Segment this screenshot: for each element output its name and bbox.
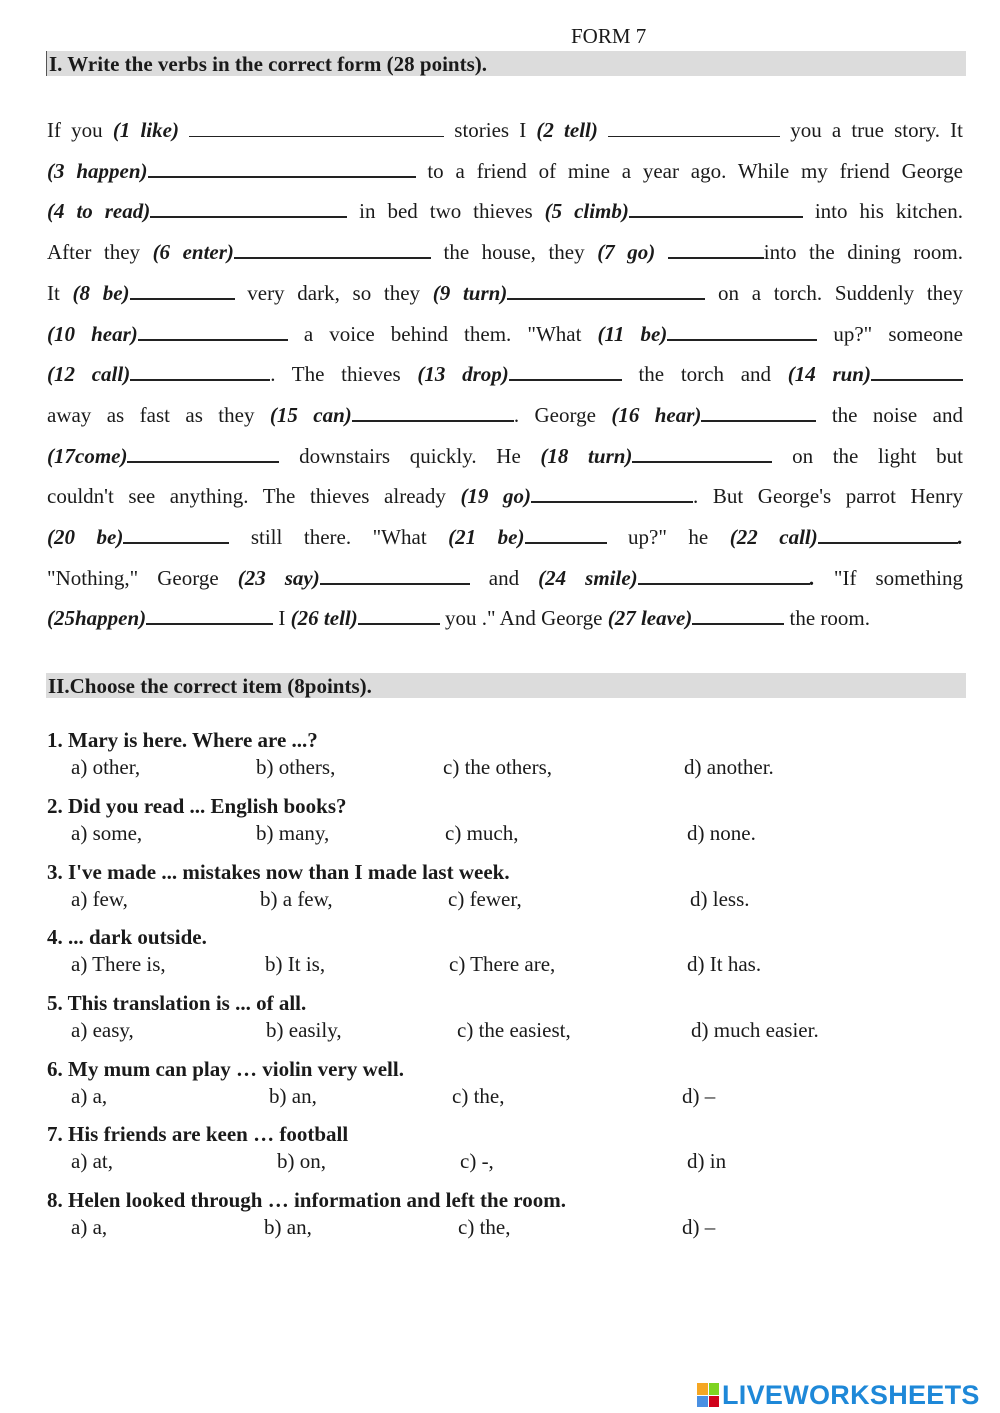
- question-7: [47, 1122, 947, 1178]
- paragraph-text: on the light but: [772, 443, 963, 468]
- answer-blank-17[interactable]: [127, 443, 279, 463]
- verb-cue: (15 can): [269, 402, 352, 427]
- verb-cue: (23 say): [237, 565, 320, 590]
- option-d[interactable]: d) It has.: [687, 952, 762, 976]
- answer-blank-13[interactable]: [509, 361, 622, 381]
- answer-blank-12[interactable]: [130, 361, 270, 381]
- option-a[interactable]: a) a,: [71, 1215, 108, 1239]
- answer-blank-8[interactable]: [130, 280, 235, 300]
- paragraph-text: you ." And George: [439, 606, 608, 631]
- paragraph-line: [47, 273, 963, 314]
- paragraph-text: stories I: [444, 118, 537, 142]
- answer-blank-15[interactable]: [352, 402, 514, 422]
- question-1: [47, 728, 947, 784]
- paragraph-text: on a torch. Suddenly they: [705, 280, 964, 305]
- answer-blank-16[interactable]: [701, 402, 816, 422]
- verb-cue: (26 tell): [290, 606, 358, 631]
- option-a[interactable]: a) few,: [71, 887, 128, 911]
- option-c[interactable]: c) the,: [452, 1084, 505, 1108]
- paragraph-text: to a friend of mine a year ago. While my friend George: [415, 158, 963, 183]
- answer-blank-14[interactable]: [871, 361, 963, 381]
- paragraph-text: the torch and: [621, 362, 788, 387]
- question-text: 4. ... dark outside.: [47, 925, 207, 949]
- paragraph-line: [47, 110, 963, 151]
- option-b[interactable]: b) easily,: [266, 1018, 342, 1042]
- answer-blank-20[interactable]: [123, 524, 229, 544]
- question-text: 2. Did you read ... English books?: [47, 794, 347, 818]
- question-2: [47, 794, 947, 850]
- paragraph-text: . George: [513, 402, 612, 427]
- verb-cue: (2 tell): [536, 118, 598, 142]
- option-a[interactable]: a) some,: [71, 821, 143, 845]
- verb-cue: (7 go): [597, 240, 656, 265]
- option-d[interactable]: d) in: [687, 1149, 727, 1173]
- option-a[interactable]: a) easy,: [71, 1018, 134, 1042]
- verb-cue: (10 hear): [47, 321, 138, 346]
- verb-cue: (14 run): [787, 362, 871, 387]
- gap-fill-paragraph: [47, 110, 963, 639]
- logo-icon: [697, 1383, 719, 1407]
- verb-cue: (25happen): [47, 606, 147, 631]
- answer-blank-21[interactable]: [525, 524, 607, 544]
- option-c[interactable]: c) fewer,: [448, 887, 522, 911]
- verb-cue: (4 to read): [47, 199, 151, 224]
- question-text: 6. My mum can play … violin very well.: [47, 1057, 404, 1081]
- paragraph-text: the house, they: [430, 240, 598, 265]
- verb-cue: (20 be): [47, 525, 124, 550]
- answer-blank-2[interactable]: [608, 118, 780, 137]
- paragraph-text: I: [273, 606, 291, 631]
- paragraph-text: . The thieves: [270, 362, 418, 387]
- answer-blank-22[interactable]: [818, 524, 958, 544]
- verb-cue: .: [809, 565, 834, 590]
- question-text: 5. This translation is ... of all.: [47, 991, 307, 1015]
- option-d[interactable]: d) –: [682, 1215, 716, 1239]
- option-c[interactable]: c) There are,: [449, 952, 556, 976]
- verb-cue: (16 hear): [611, 402, 702, 427]
- answer-blank-3[interactable]: [148, 158, 416, 178]
- verb-cue: (17come): [47, 443, 128, 468]
- option-d[interactable]: d) –: [682, 1084, 716, 1108]
- option-c[interactable]: c) the easiest,: [457, 1018, 571, 1042]
- question-text: 3. I've made ... mistakes now than I made last week.: [47, 860, 510, 884]
- paragraph-text: into his kitchen.: [802, 199, 963, 224]
- paragraph-line: [47, 151, 963, 192]
- verb-cue: (3 happen): [47, 158, 148, 183]
- paragraph-text: [655, 240, 668, 264]
- logo-square: [709, 1396, 720, 1408]
- answer-blank-1[interactable]: [189, 118, 444, 137]
- paragraph-text: you a true story. It: [780, 118, 963, 142]
- verb-cue: (21 be): [448, 525, 525, 550]
- paragraph-text: couldn't see anything. The thieves already: [47, 484, 461, 509]
- liveworksheets-logo[interactable]: [697, 1378, 980, 1412]
- option-c[interactable]: c) the others,: [443, 755, 553, 779]
- logo-square: [697, 1383, 708, 1395]
- option-d[interactable]: d) another.: [684, 755, 774, 779]
- section-2-number: II.: [48, 674, 70, 698]
- answer-blank-24[interactable]: [638, 565, 810, 585]
- paragraph-line: [47, 191, 963, 232]
- paragraph-text: After they: [47, 240, 153, 265]
- question-4: [47, 925, 947, 981]
- paragraph-text: and: [469, 565, 539, 590]
- option-b[interactable]: b) a few,: [260, 887, 333, 911]
- logo-square: [697, 1396, 708, 1408]
- option-d[interactable]: d) less.: [690, 887, 750, 911]
- paragraph-line: [47, 517, 963, 558]
- paragraph-line: [47, 314, 963, 355]
- verb-cue: (22 call): [729, 525, 818, 550]
- option-b[interactable]: b) an,: [264, 1215, 312, 1239]
- verb-cue: (8 be): [72, 280, 130, 305]
- option-a[interactable]: a) a,: [71, 1084, 108, 1108]
- section-1-number: I.: [49, 52, 63, 76]
- option-b[interactable]: b) It is,: [265, 952, 326, 976]
- section-2-header: [46, 673, 966, 698]
- paragraph-text: "Nothing," George: [47, 565, 238, 590]
- option-a[interactable]: a) other,: [71, 755, 141, 779]
- question-3: [47, 860, 947, 916]
- option-c[interactable]: c) the,: [458, 1215, 511, 1239]
- verb-cue: (19 go): [460, 484, 532, 509]
- paragraph-line: [47, 598, 963, 639]
- logo-text: LIVEWORKSHEETS: [722, 1379, 980, 1410]
- section-2-title: Choose the correct item (8points).: [69, 674, 372, 698]
- option-a[interactable]: a) at,: [71, 1149, 113, 1173]
- question-6: [47, 1057, 947, 1113]
- paragraph-text: into the dining room.: [763, 240, 963, 265]
- question-5: [47, 991, 947, 1047]
- paragraph-text: It: [47, 280, 73, 305]
- option-b[interactable]: b) an,: [269, 1084, 317, 1108]
- question-8: [47, 1188, 947, 1244]
- verb-cue: .: [957, 525, 964, 550]
- answer-blank-25[interactable]: [146, 605, 273, 625]
- section-1-title: Write the verbs in the correct form (28 points).: [62, 52, 488, 76]
- answer-blank-7[interactable]: [668, 239, 764, 259]
- logo-square: [709, 1383, 720, 1395]
- verb-cue: (18 turn): [540, 443, 633, 468]
- answer-blank-19[interactable]: [531, 483, 693, 503]
- answer-blank-6[interactable]: [234, 239, 431, 259]
- answer-blank-18[interactable]: [632, 443, 772, 463]
- verb-cue: (24 smile): [538, 565, 638, 590]
- option-b[interactable]: b) many,: [256, 821, 330, 845]
- option-c[interactable]: c) -,: [460, 1149, 494, 1173]
- paragraph-text: very dark, so they: [234, 280, 433, 305]
- verb-cue: (5 climb): [544, 199, 629, 224]
- verb-cue: (12 call): [47, 362, 131, 387]
- paragraph-line: [47, 354, 963, 395]
- option-d[interactable]: d) none.: [687, 821, 756, 845]
- question-text: 1. Mary is here. Where are ...?: [47, 728, 318, 752]
- answer-blank-9[interactable]: [507, 280, 705, 300]
- paragraph-text: away as fast as they: [47, 402, 270, 427]
- verb-cue: (27 leave): [607, 606, 693, 631]
- paragraph-text: the room.: [784, 606, 871, 631]
- option-a[interactable]: a) There is,: [71, 952, 166, 976]
- paragraph-text: [598, 118, 608, 142]
- answer-blank-5[interactable]: [629, 198, 803, 218]
- form-label: FORM 7: [571, 24, 647, 48]
- paragraph-line: [47, 395, 963, 436]
- question-text: 8. Helen looked through … information and left the room.: [47, 1188, 566, 1212]
- answer-blank-11[interactable]: [667, 321, 817, 341]
- verb-cue: (1 like): [112, 118, 179, 142]
- option-d[interactable]: d) much easier.: [691, 1018, 819, 1042]
- paragraph-line: [47, 232, 963, 273]
- verb-cue: (13 drop): [417, 362, 509, 387]
- paragraph-text: "If something: [833, 565, 964, 590]
- verb-cue: (9 turn): [432, 280, 508, 305]
- paragraph-text: If you: [47, 118, 113, 142]
- answer-blank-27[interactable]: [692, 605, 784, 625]
- paragraph-line: [47, 558, 963, 599]
- question-text: 7. His friends are keen … football: [47, 1122, 349, 1146]
- paragraph-line: [47, 436, 963, 477]
- paragraph-line: [47, 476, 963, 517]
- paragraph-text: [179, 118, 189, 142]
- paragraph-text: up?" he: [606, 525, 730, 550]
- paragraph-text: in bed two thieves: [347, 199, 545, 224]
- option-b[interactable]: b) on,: [277, 1149, 326, 1173]
- answer-blank-10[interactable]: [138, 321, 288, 341]
- answer-blank-4[interactable]: [150, 198, 347, 218]
- verb-cue: (11 be): [597, 321, 668, 346]
- answer-blank-26[interactable]: [358, 605, 440, 625]
- paragraph-text: a voice behind them. "What: [287, 321, 598, 346]
- option-b[interactable]: b) others,: [256, 755, 336, 779]
- paragraph-text: up?" someone: [817, 321, 963, 346]
- paragraph-text: still there. "What: [229, 525, 449, 550]
- option-c[interactable]: c) much,: [445, 821, 519, 845]
- section-1-header: [46, 51, 966, 76]
- paragraph-text: . But George's parrot Henry: [693, 484, 963, 509]
- verb-cue: (6 enter): [152, 240, 234, 265]
- paragraph-text: the noise and: [816, 402, 963, 427]
- paragraph-text: downstairs quickly. He: [279, 443, 541, 468]
- answer-blank-23[interactable]: [320, 565, 470, 585]
